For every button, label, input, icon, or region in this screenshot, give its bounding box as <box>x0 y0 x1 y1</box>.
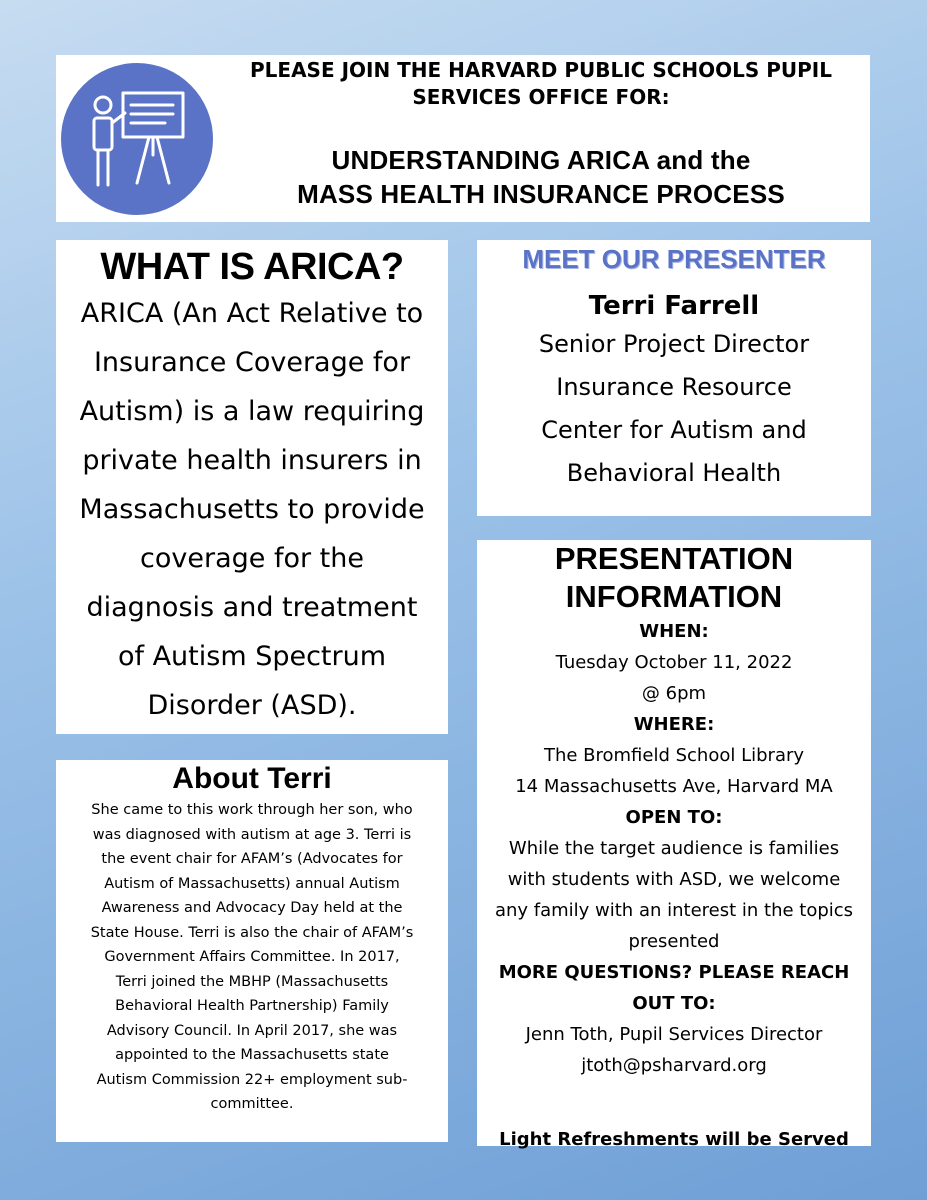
event-title <box>216 143 866 211</box>
arica-heading: WHAT IS ARICA? <box>100 246 404 288</box>
event-time: @ 6pm <box>641 683 707 704</box>
presenter-at-board-icon <box>61 63 213 215</box>
bio-line: She came to this work through her son, who <box>91 802 413 818</box>
contact-email[interactable]: jtoth@psharvard.org <box>581 1055 767 1076</box>
what-is-arica-panel <box>56 240 448 734</box>
bio-line: Awareness and Advocacy Day held at the <box>101 900 403 916</box>
arica-line: Massachusetts to provide <box>79 494 425 525</box>
bio-line: the event chair for AFAM’s (Advocates for <box>101 851 403 867</box>
about-bio <box>56 798 448 1117</box>
presenter-title <box>477 323 871 495</box>
arica-line: coverage for the <box>140 543 364 574</box>
presenter-title-line: Center for Autism and <box>541 416 807 444</box>
info-heading-line-1: PRESENTATION <box>554 541 794 576</box>
arica-line: Disorder (ASD). <box>147 690 357 721</box>
refreshments-note: Light Refreshments will be Served <box>499 1129 849 1150</box>
audience-line: While the target audience is families <box>508 838 840 859</box>
arica-line: diagnosis and treatment <box>86 592 418 623</box>
about-terri-panel <box>56 760 448 1142</box>
about-heading: About Terri <box>172 762 332 795</box>
bio-line: State House. Terri is also the chair of AFAM’s <box>90 924 414 941</box>
bio-line: committee. <box>210 1096 294 1112</box>
contact-name: Jenn Toth, Pupil Services Director <box>525 1024 823 1045</box>
open-to-label: OPEN TO: <box>625 807 723 828</box>
meet-presenter-panel <box>477 240 871 516</box>
arica-line: Autism) is a law requiring <box>79 396 425 427</box>
arica-line: ARICA (An Act Relative to <box>80 298 424 329</box>
presenter-title-line: Senior Project Director <box>538 330 810 358</box>
bio-line: Terri joined the MBHP (Massachusetts <box>115 973 389 990</box>
header-intro <box>216 57 866 111</box>
bio-line: appointed to the Massachusetts state <box>115 1047 389 1063</box>
when-label: WHEN: <box>639 621 709 642</box>
header-banner <box>56 55 870 222</box>
questions-label-line-1: MORE QUESTIONS? PLEASE REACH <box>498 962 850 983</box>
where-label: WHERE: <box>633 714 715 735</box>
audience-line: with students with ASD, we welcome <box>507 869 841 890</box>
event-address: 14 Massachusetts Ave, Harvard MA <box>515 776 833 797</box>
arica-line: of Autism Spectrum <box>117 641 387 672</box>
questions-label-line-2: OUT TO: <box>632 993 716 1014</box>
bio-line: Behavioral Health Partnership) Family <box>115 998 389 1014</box>
bio-line: Advisory Council. In April 2017, she was <box>106 1022 398 1039</box>
presenter-name: Terri Farrell <box>588 291 760 321</box>
presentation-info-panel <box>477 540 871 1150</box>
info-heading-line-2: INFORMATION <box>565 579 783 614</box>
presenter-heading: MEET OUR PRESENTER <box>522 244 826 274</box>
event-title-line-2: MASS HEALTH INSURANCE PROCESS <box>297 179 785 209</box>
info-heading <box>477 540 871 616</box>
arica-description <box>56 289 448 730</box>
bio-line: Autism Commission 22+ employment sub- <box>96 1071 408 1088</box>
bio-line: Government Affairs Committee. In 2017, <box>104 949 400 965</box>
bio-line: Autism of Massachusetts) annual Autism <box>104 875 400 892</box>
audience-line: presented <box>628 931 720 952</box>
event-date: Tuesday October 11, 2022 <box>555 652 793 673</box>
event-venue: The Bromfield School Library <box>543 745 805 766</box>
presenter-title-line: Insurance Resource <box>556 373 792 401</box>
header-intro-line-1: PLEASE JOIN THE HARVARD PUBLIC SCHOOLS PUPIL <box>250 58 832 82</box>
arica-line: private health insurers in <box>82 445 422 476</box>
info-details <box>477 616 871 1081</box>
audience-line: any family with an interest in the topics <box>494 900 854 921</box>
header-intro-line-2: SERVICES OFFICE FOR: <box>412 85 670 109</box>
bio-line: was diagnosed with autism at age 3. Terri is <box>92 826 412 843</box>
presenter-title-line: Behavioral Health <box>566 459 782 487</box>
event-title-line-1: UNDERSTANDING ARICA and the <box>331 145 751 175</box>
arica-line: Insurance Coverage for <box>93 347 411 378</box>
